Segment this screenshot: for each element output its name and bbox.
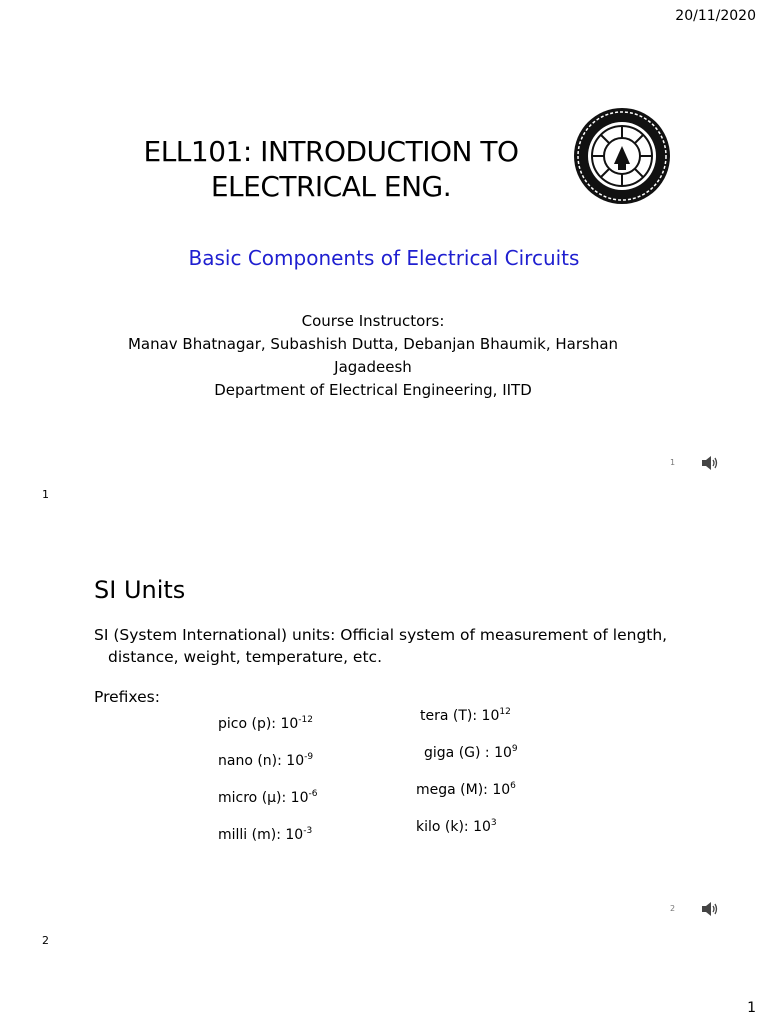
prefixes-label: Prefixes:: [94, 688, 160, 706]
slide-1: [48, 86, 720, 516]
instructors-block: [88, 310, 658, 402]
prefix-tera: tera (T): $10^{12}$: [420, 707, 511, 724]
instructors-names: Manav Bhatnagar, Subashish Dutta, Debanjan Bhaumik, Harshan Jagadeesh: [127, 335, 619, 376]
prefix-micro: micro (μ): $10^{-6}$: [218, 789, 318, 806]
title-line-2: ELECTRICAL ENG.: [210, 170, 452, 203]
speaker-icon[interactable]: [700, 454, 720, 472]
slide-2: [48, 532, 720, 962]
slide-subtitle: Basic Components of Electrical Circuits: [188, 246, 580, 270]
footer-page-number: 1: [747, 1000, 756, 1016]
slide-title: [116, 134, 546, 204]
iit-delhi-logo: [572, 106, 672, 206]
page-label-1: 1: [42, 488, 49, 501]
document-date: 20/11/2020: [675, 8, 756, 24]
prefix-kilo: kilo (k): $10^3$: [416, 818, 497, 835]
prefix-pico: pico (p): $10^{-12}$: [218, 715, 313, 732]
slide-number: 2: [670, 904, 676, 913]
instructors-heading: Course Instructors:: [301, 312, 445, 330]
prefix-mega: mega (M): $10^6$: [416, 781, 516, 798]
speaker-icon[interactable]: [700, 900, 720, 918]
title-line-1: ELL101: INTRODUCTION TO: [143, 135, 519, 168]
slide-heading: SI Units: [94, 576, 186, 604]
department: Department of Electrical Engineering, IITD: [214, 381, 532, 399]
prefix-milli: milli (m): $10^{-3}$: [218, 826, 313, 843]
prefix-nano: nano (n): $10^{-9}$: [218, 752, 314, 769]
slide-number: 1: [670, 458, 676, 467]
prefix-giga: giga (G) : $10^9$: [424, 744, 518, 761]
si-intro-text: SI (System International) units: Official system of measurement of length, distance, weight, temperature, etc.: [94, 626, 668, 666]
page-label-2: 2: [42, 934, 49, 947]
